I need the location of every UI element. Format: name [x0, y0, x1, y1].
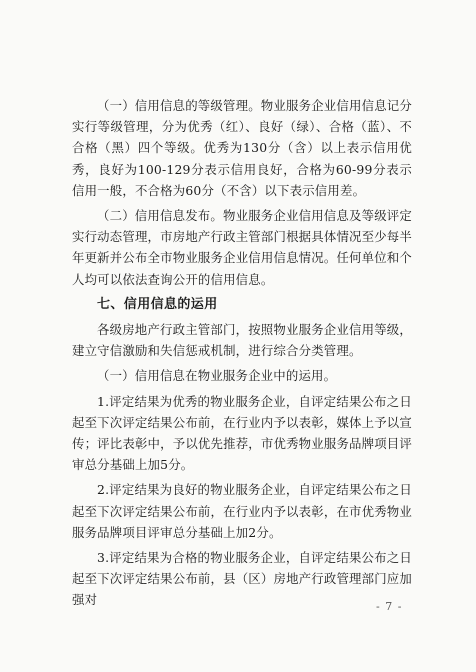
document-body: [72, 95, 412, 611]
paragraph-credit-rating-management: （一）信用信息的等级管理。物业服务企业信用信息记分实行等级管理，分为优秀（红）、良好（绿）、合格（蓝）、不合格（黑）四个等级。优秀为130分（含）以上表示信用优秀，良好为100-129分表示信用良好，合格为60-99分表示信用一般，不合格为60分（不含）以下表示信用差。: [72, 98, 412, 198]
page-number: - 7 -: [376, 600, 403, 613]
section-heading: 七、信用信息的运用: [97, 296, 218, 312]
paragraph-item-2: 2.评定结果为良好的物业服务企业，自评定结果公布之日起至下次评定结果公布前，在行业内予以表彰，在市优秀物业服务品牌项目评审总分基础上加2分。: [72, 482, 412, 540]
paragraph-item-3: 3.评定结果为合格的物业服务企业，自评定结果公布之日起至下次评定结果公布前，县（区）房地产行政管理部门应加强对: [72, 550, 412, 608]
paragraph-subsection-heading: （一）信用信息在物业服务企业中的运用。: [97, 368, 337, 384]
paragraph-intro: 各级房地产行政主管部门，按照物业服务企业信用等级，建立守信激励和失信惩戒机制，进行综合分类管理。: [72, 322, 412, 359]
paragraph-item-1: 1.评定结果为优秀的物业服务企业，自评定结果公布之日起至下次评定结果公布前，在行业内予以表彰，媒体上予以宣传；评比表彰中，予以优先推荐，市优秀物业服务品牌项目评审总分基础上加5分。: [72, 393, 412, 473]
paragraph-credit-info-publication: （二）信用信息发布。物业服务企业信用信息及等级评定实行动态管理，市房地产行政主管部门根据具体情况至少每半年更新并公布全市物业服务企业信用信息情况。任何单位和个人均可以依法查询公开的信用信息。: [72, 208, 412, 287]
